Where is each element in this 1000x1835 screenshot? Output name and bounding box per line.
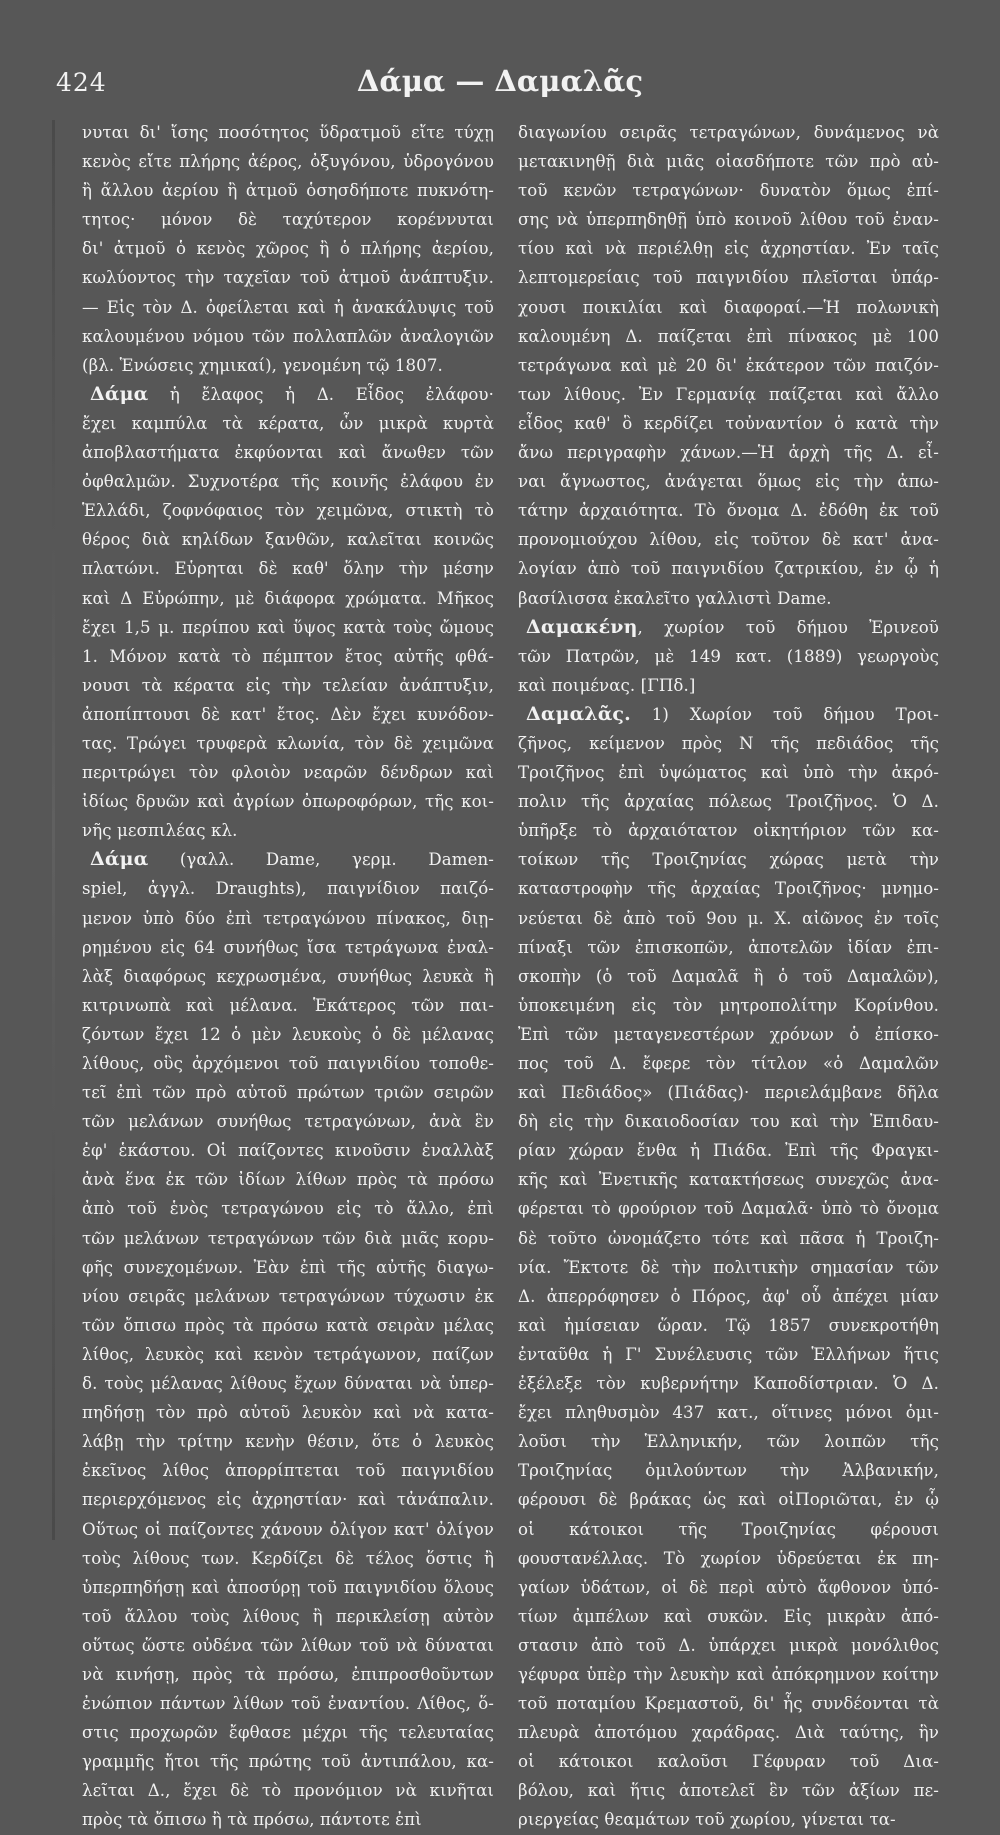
text-line: των λίθους. Ἐν Γερμανίᾳ παίζεται καὶ ἄλλο xyxy=(518,384,939,404)
text-line: ἐνώπιον πάντων λίθων τοῦ ἐναντίου. Λίθος, ὅ- xyxy=(82,1694,494,1714)
text-line: πολιν τῆς ἀρχαίας πόλεως Τροιζῆνος. Ὁ Δ. xyxy=(518,792,939,812)
text-line: (βλ. Ἑνώσεις χημικαί), γενομένη τῷ 1807. xyxy=(82,355,443,375)
text-line: βόλου, καὶ ἥτις ἀποτελεῖ ἓν τῶν ἀξίων πε- xyxy=(518,1781,939,1801)
text-line: πίναξι τῶν ἐπισκοπῶν, ἀποτελῶν ἰδίαν ἐπι- xyxy=(518,937,939,957)
text-line: ὑπερπηδήσῃ καὶ ἀποσύρῃ τοῦ παιγνιδίου ὅλους xyxy=(82,1577,494,1597)
text-line: ἀπὸ τοῦ ἑνὸς τετραγώνου εἰς τὸ ἄλλο, ἐπὶ xyxy=(82,1199,494,1219)
right-column xyxy=(518,118,939,1835)
text-line: νουσι τὰ κέρατα εἰς τὴν τελείαν ἀνάπτυξιν, xyxy=(82,675,494,695)
entry-headword: Δάμα xyxy=(90,848,149,871)
text-line: τίων ἀμπέλων καὶ συκῶν. Εἰς μικρὰν ἀπό- xyxy=(518,1606,939,1626)
text-line: ἀποπίπτουσι δὲ κατ' ἔτος. Δὲν ἔχει κυνόδον- xyxy=(82,704,494,724)
text-line: Δαμακένη, χωρίον τοῦ δήμου Ἐρινεοῦ xyxy=(526,615,939,638)
text-line: Ἑλλάδι, ζοφνόφαιος τὸν χειμῶνα, στικτὴ τὸ xyxy=(82,501,494,521)
left-column xyxy=(82,118,494,1835)
text-line: στασιν ἀπὸ τοῦ Δ. ὑπάρχει μικρὰ μονόλιθος xyxy=(518,1635,939,1655)
text-line: λὰξ διαφόρως κεχρωσμένα, συνήθως λευκὰ ἢ xyxy=(82,966,494,986)
text-line: ἄνω περιγραφὴν χάνων.—Ἡ ἀρχὴ τῆς Δ. εἶ- xyxy=(518,443,939,463)
text-line: τοῦ ποταμίου Κρεμαστοῦ, δι' ἧς συνδέονται τὰ xyxy=(518,1694,939,1714)
running-head: Δάμα — Δαμαλᾶς xyxy=(356,64,644,98)
text-line: κῆς καὶ Ἐνετικῆς κατακτήσεως συνεχῶς ἀνα- xyxy=(518,1170,939,1190)
text-line: περιτρώγει τὸν φλοιὸν νεαρῶν δένδρων καὶ xyxy=(82,763,494,783)
text-line: λίθους, οὓς ἀρχόμενοι τοῦ παιγνιδίου τοποθε- xyxy=(82,1054,494,1073)
text-line: τητος· μόνον δὲ ταχύτερον κορέννυται xyxy=(82,210,494,230)
text-line: ζόντων ἔχει 12 ὁ μὲν λευκοὺς ὁ δὲ μέλανας xyxy=(82,1024,494,1044)
text-line: οἱ κάτοικοι καλοῦσι Γέφυραν τοῦ Δια- xyxy=(518,1752,939,1772)
text-line: τοὺς λίθους των. Κερδίζει δὲ τέλος ὅστις ἢ xyxy=(82,1548,494,1568)
text-line: γαίων ὑδάτων, οἱ δὲ περὶ αὐτὸ ἄφθονον ὑπό- xyxy=(518,1577,939,1597)
text-line: καταστροφὴν τῆς ἀρχαίας Τροιζῆνος· μνημο- xyxy=(518,879,939,899)
text-line: στις προχωρῶν ἔφθασε μέχρι τῆς τελευταίας xyxy=(82,1723,494,1743)
text-line: εἶδος καθ' ὃ κερδίζει τοὐναντίον ὁ κατὰ τὴν xyxy=(518,413,939,433)
text-line: θέρος διὰ κηλίδων ξανθῶν, καλεῖται κοινῶς xyxy=(82,530,494,550)
text-line: διαγωνίου σειρᾶς τετραγώνων, δυνάμενος νὰ xyxy=(518,123,939,142)
text-line: καλουμένου νόμου τῶν πολλαπλῶν ἀναλογιῶν xyxy=(82,326,494,346)
text-line: τοῦ κενῶν τετραγώνων· δυνατὸν ὅμως ἐπί- xyxy=(518,181,939,201)
entry-headword: Δαμακένη xyxy=(526,615,638,638)
text-line: σκοπὴν (ὁ τοῦ Δαμαλᾶ ἢ ὁ τοῦ Δαμαλῶν), xyxy=(518,966,939,986)
text-line: ἀποβλαστήματα ἐκφύονται καὶ ἄνωθεν τῶν xyxy=(82,443,494,463)
text-line: τας. Τρώγει τρυφερὰ κλωνία, τὸν δὲ χειμῶνα xyxy=(82,733,494,753)
text-line: κιτρινωπὰ καὶ μέλανα. Ἑκάτερος τῶν παι- xyxy=(82,995,494,1015)
text-line: λογίαν ἀπὸ τοῦ παιγνιδίου ζατρικίου, ἐν ᾧ ἡ xyxy=(518,559,939,579)
text-line: Δάμα (γαλλ. Dame, γερμ. Damen- xyxy=(90,848,494,871)
text-line: δὴ εἰς τὴν δικαιοδοσίαν του καὶ τὴν Ἐπιδαυ- xyxy=(518,1112,939,1132)
text-line: Τροιζηνίας ὁμιλούντων τὴν Ἀλβανικήν, xyxy=(518,1461,939,1481)
text-line: λεπτομερείαις τοῦ παιγνιδίου πλεῖσται ὑπάρ- xyxy=(518,268,939,288)
text-line: Δάμα ἡ ἔλαφος ἡ Δ. Εἶδος ἐλάφου· xyxy=(90,382,494,405)
text-line: οἱ κάτοικοι τῆς Τροιζηνίας φέρουσι xyxy=(518,1519,939,1539)
text-line: πηδήσῃ τὸν πρὸ αὐτοῦ λευκὸν καὶ νὰ κατα- xyxy=(82,1403,494,1423)
text-line: ἀνὰ ἕνα ἐκ τῶν ἰδίων λίθων πρὸς τὰ πρόσω xyxy=(82,1170,494,1190)
text-line: οὕτως ὥστε οὐδένα τῶν λίθων τοῦ νὰ δύναται xyxy=(82,1635,494,1655)
text-line: ἐξέλεξε τὸν κυβερνήτην Καποδίστριαν. Ὁ Δ. xyxy=(518,1374,939,1394)
text-line: φέρουσι δὲ βράκας ὡς καὶ οἱΠοριῶται, ἐν ᾧ xyxy=(518,1490,939,1510)
text-line: Δ. ἀπερρόφησεν ὁ Πόρος, ἀφ' οὗ ἀπέχει μίαν xyxy=(518,1286,939,1306)
text-line: ναι ἄγνωστος, ἀνάγεται ὅμως εἰς τὴν ἀπω- xyxy=(518,472,939,492)
text-line: νῆς μεσπιλέας κλ. xyxy=(82,821,238,841)
text-line: περιερχόμενος εἰς ἀχρηστίαν· καὶ τἀνάπαλιν. xyxy=(82,1490,494,1510)
text-line: χουσι ποικιλίαι καὶ διαφοραί.—Ἡ πολωνικὴ xyxy=(518,297,939,317)
text-line: ἰδίως δρυῶν καὶ ἀγρίων ὀπωροφόρων, τῆς κοι- xyxy=(82,792,494,812)
text-line: τῶν Πατρῶν, μὲ 149 κατ. (1889) γεωργοὺς xyxy=(518,646,939,666)
text-line: καὶ ἡμίσειαν ὥραν. Τῷ 1857 συνεκροτήθη xyxy=(518,1315,939,1335)
text-line: δὲ τοῦτο ὠνομάζετο τότε καὶ πᾶσα ἡ Τροιζη- xyxy=(518,1228,939,1248)
text-line: τοῦ ἄλλου τοὺς λίθους ἢ περικλείσῃ αὐτὸν xyxy=(82,1606,494,1626)
text-line: τῶν ὄπισω πρὸς τὰ πρόσω κατὰ σειρὰν μέλας xyxy=(82,1315,494,1335)
text-line: λοῦσι τὴν Ἑλληνικήν, τῶν λοιπῶν τῆς xyxy=(518,1432,939,1452)
text-line: ἔχει 1,5 μ. περίπου καὶ ὕψος κατὰ τοὺς ὤμους xyxy=(82,617,494,637)
text-line: Δαμαλᾶς. 1) Χωρίον τοῦ δήμου Τροι- xyxy=(526,702,939,725)
text-line: ἐφ' ἑκάστου. Οἱ παίζοντες κινοῦσιν ἐναλλὰξ xyxy=(82,1141,494,1161)
text-line: πλατώνι. Εὑρηται δὲ καθ' ὅλην τὴν μέσην xyxy=(82,559,494,579)
text-line: καὶ ποιμένας. [ΓΠδ.] xyxy=(518,675,696,695)
text-line: spiel, ἀγγλ. Draughts), παιγνίδιον παιζό- xyxy=(82,879,494,899)
text-line: γέφυρα ὑπὲρ τὴν λευκὴν καὶ ἀπόκρημνον κοίτην xyxy=(518,1664,939,1684)
text-line: ριεργείας θεαμάτων τοῦ χωρίου, γίνεται τα- xyxy=(518,1810,896,1830)
text-line: ὑπῆρξε τὸ ἀρχαιότατον οἰκητήριον τῶν κα- xyxy=(518,821,939,841)
text-line: ἔχει καμπύλα τὰ κέρατα, ὧν μικρὰ κυρτὰ xyxy=(82,413,494,433)
page-number: 424 xyxy=(56,68,107,97)
text-line: τίου καὶ νὰ περιέλθῃ εἰς ἀχρηστίαν. Ἐν ταῖς xyxy=(518,239,939,259)
text-line: λάβῃ τὴν τρίτην κενὴν θέσιν, ὅτε ὁ λευκὸς xyxy=(82,1432,494,1452)
text-line: νυται δι' ἴσης ποσότητος ὕδρατμοῦ εἴτε τύχῃ xyxy=(82,123,494,142)
text-line: δι' ἀτμοῦ ὁ κενὸς χῶρος ἢ ὁ πλήρης ἀερίου, xyxy=(82,239,494,259)
entry-headword: Δαμαλᾶς. xyxy=(526,702,631,725)
text-line: τάτην ἀρχαιότητα. Τὸ ὄνομα Δ. ἐδόθη ἐκ τοῦ xyxy=(518,501,939,521)
text-line: βασίλισσα ἐκαλεῖτο γαλλιστὶ Dame. xyxy=(518,588,832,608)
text-line: ἔχει πληθυσμὸν 437 κατ., οἵτινες μόνοι ὁμι- xyxy=(518,1403,939,1423)
text-line: δ. τοὺς μέλανας λίθους ἔχων δύναται νὰ ὑπερ- xyxy=(82,1374,494,1394)
text-line: ἐκεῖνος λίθος ἀπορρίπτεται τοῦ παιγνιδίου xyxy=(82,1461,494,1481)
text-line: τοίκων τῆς Τροιζηνίας χώρας μετὰ τὴν xyxy=(518,850,939,870)
text-line: λεῖται Δ., ἔχει δὲ τὸ προνόμιον νὰ κινῆται xyxy=(82,1781,494,1801)
text-line: κενὸς εἴτε πλήρης ἀέρος, ὀξυγόνου, ὑδρογόνου xyxy=(82,152,494,172)
text-line: ἢ ἄλλου ἀερίου ἢ ἀτμοῦ ὁσησδήποτε πυκνότη- xyxy=(82,181,494,201)
text-line: φουστανέλλας. Τὸ χωρίον ὑδρεύεται ἐκ πη- xyxy=(518,1548,939,1568)
text-line: Ἐπὶ τῶν μεταγενεστέρων χρόνων ὁ ἐπίσκο- xyxy=(518,1024,939,1044)
text-line: πλευρὰ ἀποτόμου χαράδρας. Διὰ ταύτης, ἣν xyxy=(518,1723,939,1743)
entry-headword: Δάμα xyxy=(90,382,149,405)
text-line: μετακινηθῇ διὰ μιᾶς οἱασδήποτε τῶν πρὸ αὐ- xyxy=(518,152,939,172)
text-line: Οὕτως οἱ παίζοντες χάνουν ὀλίγον κατ' ὀλίγον xyxy=(82,1519,494,1539)
text-line: σης νὰ ὑπερπηδηθῇ ὑπὸ κοινοῦ λίθου τοῦ ἐναν- xyxy=(518,210,939,230)
text-line: κωλύοντος τὴν ταχεῖαν τοῦ ἀτμοῦ ἀνάπτυξιν. xyxy=(82,268,494,288)
text-line: μενον ὑπὸ δύο ἐπὶ τετραγώνου πίνακος, διῃ- xyxy=(82,908,494,928)
text-line: — Εἰς τὸν Δ. ὀφείλεται καὶ ἡ ἀνακάλυψις τοῦ xyxy=(82,297,494,317)
page-edge-shadow xyxy=(52,120,55,1540)
text-line: τῶν μελάνων συνήθως τετραγώνων, ἀνὰ ἓν xyxy=(82,1112,494,1132)
text-line: ὀφθαλμῶν. Συχνοτέρα τῆς κοινῆς ἐλάφου ἐν xyxy=(82,472,494,492)
text-line: 1. Μόνον κατὰ τὸ πέμπτον ἔτος αὐτῆς φθά- xyxy=(82,646,494,666)
text-line: φέρεται τὸ φρούριον τοῦ Δαμαλᾶ· ὑπὸ τὸ ὄνομα xyxy=(518,1199,939,1219)
text-line: Τροιζῆνος ἐπὶ ὑψώματος καὶ ὑπὸ τὴν ἀκρό- xyxy=(518,763,939,783)
text-line: νίου σειρᾶς μελάνων τετραγώνων τύχωσιν ἐκ xyxy=(82,1286,494,1306)
text-line: ζῆνος, κείμενον πρὸς Ν τῆς πεδιάδος τῆς xyxy=(518,733,939,753)
text-line: νεύεται δὲ ἀπὸ τοῦ 9ου μ. Χ. αἰῶνος ἐν τοῖς xyxy=(518,908,939,928)
text-line: τεῖ ἐπὶ τῶν πρὸ αὐτοῦ πρώτων τριῶν σειρῶν xyxy=(82,1083,494,1103)
text-line: πος τοῦ Δ. ἔφερε τὸν τίτλον «ὁ Δαμαλῶν xyxy=(518,1054,939,1073)
text-line: τετράγωνα καὶ μὲ 20 δι' ἑκάτερον τῶν παιζόν- xyxy=(518,355,939,375)
text-line: νὰ κινήσῃ, πρὸς τὰ πρόσω, ἐπιπροσθοῦντων xyxy=(82,1664,494,1684)
text-line: ρίαν χώραν ἔνθα ἡ Πιάδα. Ἐπὶ τῆς Φραγκι- xyxy=(518,1141,939,1161)
text-line: ἐνταῦθα ἡ Γ' Συνέλευσις τῶν Ἑλλήνων ἥτις xyxy=(518,1344,939,1364)
text-line: πρὸς τὰ ὄπισω ἢ τὰ πρόσω, πάντοτε ἐπὶ xyxy=(82,1810,422,1830)
text-line: ρημένου εἰς 64 συνήθως ἴσα τετράγωνα ἐναλ- xyxy=(82,937,494,957)
text-line: προνομιούχου λίθου, εἰς τοῦτον δὲ κατ' ἀνα- xyxy=(518,530,939,550)
text-line: φῆς συνεχομένων. Ἐὰν ἐπὶ τῆς αὐτῆς διαγω- xyxy=(82,1257,494,1277)
text-line: καὶ Δ Εὐρώπην, μὲ διάφορα χρώματα. Μῆκος xyxy=(82,588,494,608)
text-line: λίθος, λευκὸς καὶ κενὸν τετράγωνον, παίζων xyxy=(82,1344,494,1364)
text-line: καὶ Πεδιάδος» (Πιάδας)· περιελάμβανε δῆλα xyxy=(518,1083,939,1103)
text-line: ὑποκειμένη εἰς τὸν μητροπολίτην Κορίνθου. xyxy=(518,995,939,1015)
text-line: τῶν μελάνων τετραγώνων τῶν διὰ μιᾶς κορυ- xyxy=(82,1228,494,1248)
text-line: γραμμῆς ἤτοι τῆς πρώτης τοῦ ἀντιπάλου, κα- xyxy=(82,1752,494,1772)
text-line: νία. Ἔκτοτε δὲ τὴν πολιτικὴν σημασίαν τῶν xyxy=(518,1257,939,1277)
text-line: καλουμένη Δ. παίζεται ἐπὶ πίνακος μὲ 100 xyxy=(518,326,939,346)
